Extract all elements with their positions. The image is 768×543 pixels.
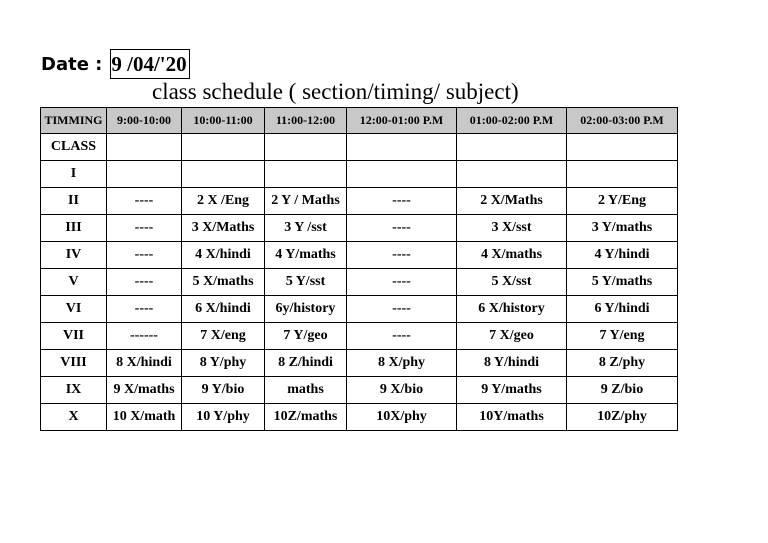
schedule-cell: ---- [347,242,457,269]
schedule-cell: 7 X/geo [457,323,567,350]
schedule-cell: 2 Y/Eng [567,188,678,215]
schedule-cell: 9 X/maths [107,377,182,404]
schedule-cell: 3 X/Maths [182,215,265,242]
schedule-cell: 3 Y /sst [265,215,347,242]
schedule-cell: 6 Y/hindi [567,296,678,323]
table-row [41,269,678,296]
schedule-cell [107,161,182,188]
table-row [41,296,678,323]
schedule-cell: 9 X/bio [347,377,457,404]
schedule-cell: ---- [347,215,457,242]
date-row [41,48,190,80]
schedule-cell: 3 Y/maths [567,215,678,242]
class-label-cell: V [41,269,107,296]
date-label: Date : [41,53,103,75]
class-label-cell: II [41,188,107,215]
schedule-cell: 7 Y/geo [265,323,347,350]
schedule-cell [567,161,678,188]
schedule-cell [182,134,265,161]
schedule-cell: 10X/phy [347,404,457,431]
schedule-title: class schedule ( section/timing/ subject) [152,79,519,104]
table-row [41,188,678,215]
header-row [41,108,678,134]
schedule-cell: 6y/history [265,296,347,323]
schedule-cell: 8 Z/hindi [265,350,347,377]
schedule-cell [107,134,182,161]
schedule-cell: 3 X/sst [457,215,567,242]
schedule-cell: 5 Y/sst [265,269,347,296]
table-row [41,242,678,269]
schedule-cell: 6 X/history [457,296,567,323]
class-label-cell: VIII [41,350,107,377]
schedule-cell: 8 X/phy [347,350,457,377]
column-header: 02:00-03:00 P.M [567,108,678,134]
column-header: 10:00-11:00 [182,108,265,134]
column-header: 11:00-12:00 [265,108,347,134]
table-row [41,377,678,404]
schedule-cell: 5 X/maths [182,269,265,296]
class-label-cell: I [41,161,107,188]
column-header: 12:00-01:00 P.M [347,108,457,134]
schedule-cell: ---- [107,215,182,242]
schedule-cell: ---- [347,323,457,350]
schedule-cell: 7 Y/eng [567,323,678,350]
schedule-cell: ---- [107,269,182,296]
schedule-cell [567,134,678,161]
schedule-cell: 8 Z/phy [567,350,678,377]
schedule-cell: ---- [347,188,457,215]
schedule-table [40,107,678,431]
class-label-cell: VI [41,296,107,323]
schedule-cell [457,161,567,188]
schedule-body [41,134,678,431]
schedule-cell: 8 Y/hindi [457,350,567,377]
schedule-cell: 9 Y/bio [182,377,265,404]
schedule-cell: 10Z/phy [567,404,678,431]
schedule-cell: ---- [107,296,182,323]
schedule-cell: 4 Y/maths [265,242,347,269]
schedule-cell: 8 Y/phy [182,350,265,377]
schedule-cell: 9 Z/bio [567,377,678,404]
schedule-cell: 10 Y/phy [182,404,265,431]
schedule-cell: ---- [347,296,457,323]
schedule-cell: 2 X/Maths [457,188,567,215]
column-header: 9:00-10:00 [107,108,182,134]
schedule-cell: 10Z/maths [265,404,347,431]
schedule-cell: 6 X/hindi [182,296,265,323]
schedule-cell [265,161,347,188]
schedule-cell: 4 Y/hindi [567,242,678,269]
class-label-cell: VII [41,323,107,350]
schedule-cell: 9 Y/maths [457,377,567,404]
table-row [41,215,678,242]
class-label-cell: CLASS [41,134,107,161]
table-row [41,323,678,350]
column-header: TIMMING [41,108,107,134]
schedule-cell [347,161,457,188]
schedule-cell: ---- [107,188,182,215]
schedule-cell: 7 X/eng [182,323,265,350]
column-header: 01:00-02:00 P.M [457,108,567,134]
date-value-box[interactable]: 9 /04/'20 [110,49,189,79]
table-row [41,161,678,188]
class-label-cell: III [41,215,107,242]
schedule-cell [347,134,457,161]
schedule-cell: 5 X/sst [457,269,567,296]
schedule-cell: 10 X/math [107,404,182,431]
schedule-cell [182,161,265,188]
schedule-cell: 2 X /Eng [182,188,265,215]
schedule-cell: 4 X/hindi [182,242,265,269]
schedule-cell: 2 Y / Maths [265,188,347,215]
schedule-cell [265,134,347,161]
class-label-cell: IX [41,377,107,404]
schedule-cell: 4 X/maths [457,242,567,269]
schedule-cell: ------ [107,323,182,350]
schedule-cell [457,134,567,161]
schedule-cell: 5 Y/maths [567,269,678,296]
table-row [41,350,678,377]
schedule-cell: ---- [347,269,457,296]
table-row [41,134,678,161]
schedule-cell: maths [265,377,347,404]
schedule-cell: 8 X/hindi [107,350,182,377]
schedule-cell: ---- [107,242,182,269]
class-label-cell: IV [41,242,107,269]
table-row [41,404,678,431]
schedule-cell: 10Y/maths [457,404,567,431]
class-label-cell: X [41,404,107,431]
